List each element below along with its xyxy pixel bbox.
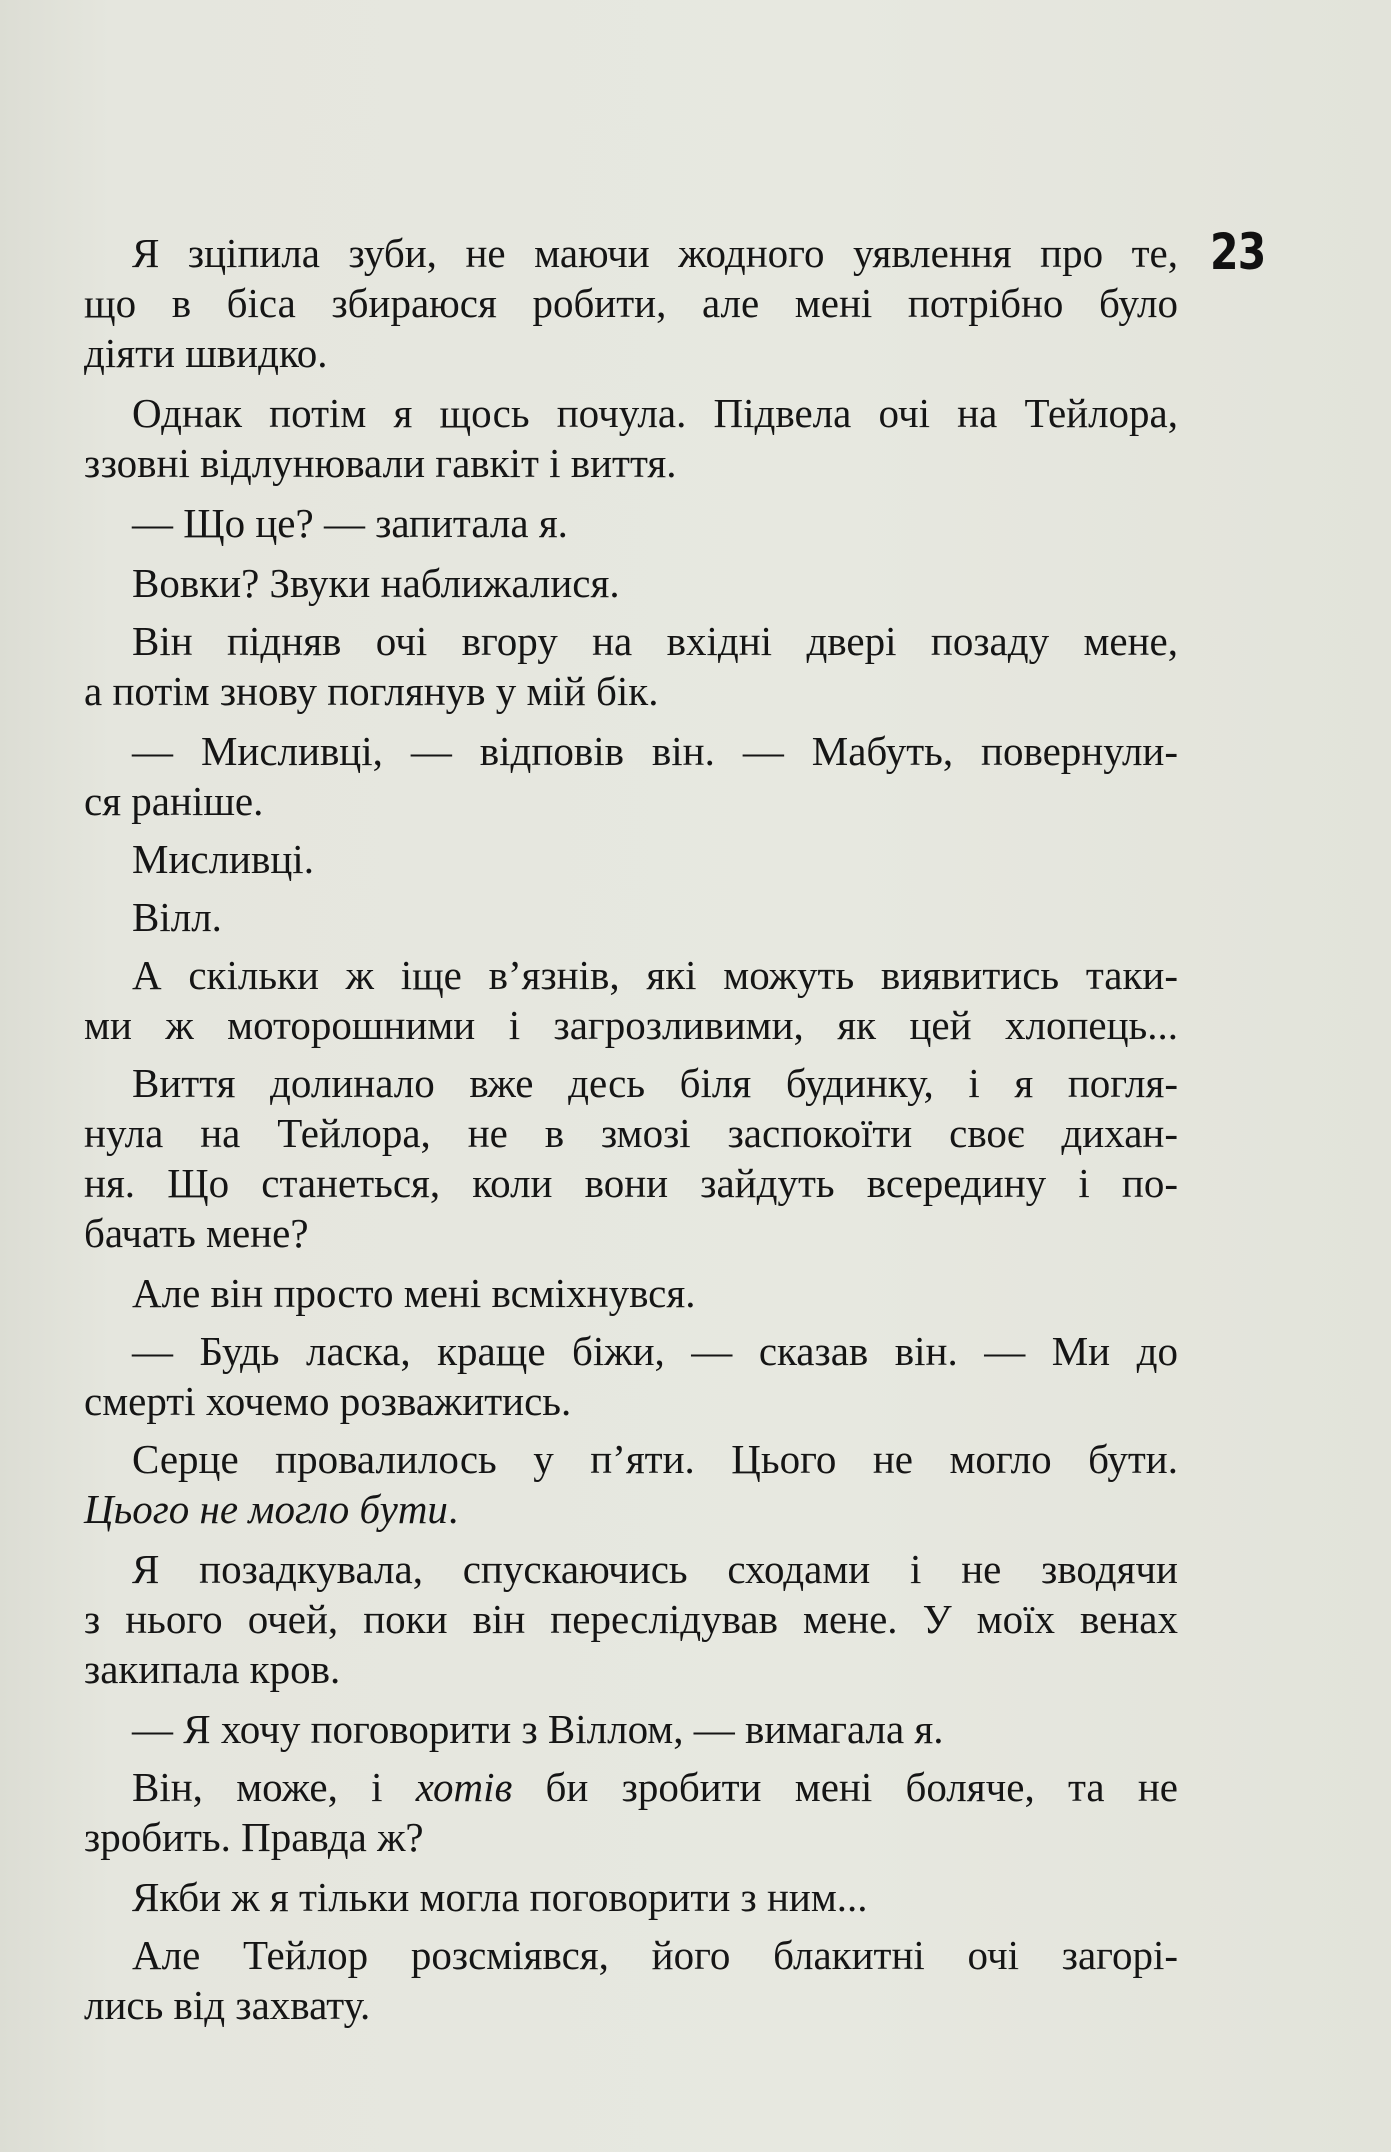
text-line: — Що це? — запитала я. [132,500,568,546]
text-line: Вовки? Звуки наближалися. [132,560,620,606]
text-line: з нього очей, поки він переслідував мене. У моїх венах [84,1596,1178,1642]
text-line: Серце провалилось у п’яти. Цього не могло бути. [132,1436,1178,1482]
text-line: зробить. Правда ж? [84,1814,424,1860]
text-line: ся раніше. [84,778,264,824]
italic-phrase: Цього не могло бути [84,1486,448,1532]
text-line: Але Тейлор розсміявся, його блакитні очі загорі- [132,1932,1178,1978]
text-line: смерті хочемо розважитись. [84,1378,572,1424]
text-line: Мисливці. [132,836,314,882]
text-line: нула на Тейлора, не в змозі заспокоїти своє дихан- [84,1110,1178,1156]
text-line: Я зціпила зуби, не маючи жодного уявлення про те, [132,230,1178,276]
line-tail: би зробити мені боляче, та не [512,1764,1178,1810]
text-line: що в біса збираюся робити, але мені потрібно було [84,280,1178,326]
text-line: А скільки ж іще в’язнів, які можуть виявитись таки- [132,952,1178,998]
text-line: Він підняв очі вгору на вхідні двері позаду мене, [132,618,1178,664]
text-line: Однак потім я щось почула. Підвела очі на Тейлора, [132,390,1178,436]
text-line: ня. Що станеться, коли вони зайдуть всередину і по- [84,1160,1178,1206]
text-line: закипала кров. [84,1646,341,1692]
text-line: Я позадкувала, спускаючись сходами і не зводячи [132,1546,1178,1592]
line-tail: . [447,1486,459,1532]
text-line-mixed [84,1762,1178,1812]
text-line: ззовні відлунювали гавкіт і виття. [84,440,677,486]
text-line: Виття долинало вже десь біля будинку, і я погля- [132,1060,1178,1106]
text-line: ми ж моторошними і загрозливими, як цей хлопець... [84,1002,1178,1048]
page-number: 23 [1210,223,1266,281]
text-line: а потім знову поглянув у мій бік. [84,668,659,714]
text-line: лись від захвату. [84,1982,371,2028]
text-line: — Я хочу поговорити з Віллом, — вимагала я. [132,1706,944,1752]
text-line: — Мисливці, — відповів він. — Мабуть, повернули- [132,728,1178,774]
text-line: Але він просто мені всміхнувся. [132,1270,696,1316]
text-line-italic [84,1484,458,1534]
text-line: Вілл. [132,894,222,940]
text-line: бачать мене? [84,1210,309,1256]
text-line: діяти швидко. [84,330,328,376]
italic-word: хотів [415,1764,513,1810]
line-head: Він, може, і [132,1764,416,1810]
text-line: — Будь ласка, краще біжи, — сказав він. — Ми до [132,1328,1178,1374]
text-line: Якби ж я тільки могла поговорити з ним... [132,1874,868,1920]
